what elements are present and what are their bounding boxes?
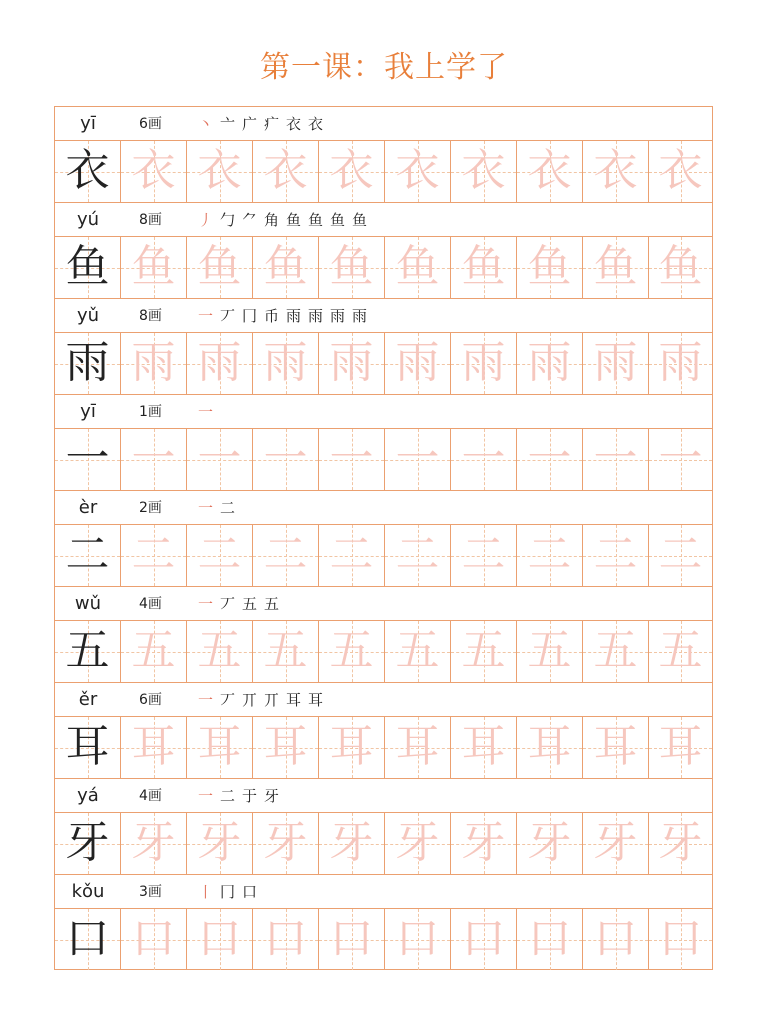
trace-character-cell <box>583 813 649 874</box>
trace-character-cell <box>649 909 712 970</box>
trace-character-cell <box>451 429 517 490</box>
trace-character-cell <box>451 813 517 874</box>
stroke-step: 一 <box>197 691 214 709</box>
stroke-order <box>195 587 283 621</box>
stroke-count: 2画 <box>139 500 162 516</box>
stroke-step: 鱼 <box>285 211 302 229</box>
trace-character-cell <box>319 717 385 778</box>
trace-character-cell <box>451 141 517 202</box>
practice-grid <box>55 909 712 971</box>
trace-character: 二 <box>329 529 374 580</box>
practice-grid <box>55 237 712 299</box>
trace-character-cell <box>253 621 319 682</box>
trace-character-cell <box>649 813 712 874</box>
practice-grid <box>55 141 712 203</box>
trace-character: 口 <box>527 913 572 964</box>
trace-character: 五 <box>131 625 176 676</box>
character-row <box>55 107 712 203</box>
stroke-step: 冂 <box>241 307 258 325</box>
practice-grid <box>55 813 712 875</box>
character-info <box>55 779 712 813</box>
trace-character-cell <box>517 909 583 970</box>
stroke-step: 二 <box>219 499 236 517</box>
trace-character: 鱼 <box>197 241 242 292</box>
stroke-order <box>195 107 327 141</box>
trace-character-cell <box>385 237 451 298</box>
trace-character-cell <box>319 621 385 682</box>
stroke-step: 雨 <box>285 307 302 325</box>
trace-character: 牙 <box>593 817 638 868</box>
trace-character: 五 <box>395 625 440 676</box>
trace-character: 鱼 <box>395 241 440 292</box>
trace-character: 衣 <box>197 145 242 196</box>
trace-character: 雨 <box>658 337 703 388</box>
trace-character-cell <box>187 717 253 778</box>
page-title: 第一课：我上学了 <box>260 50 508 85</box>
trace-character: 雨 <box>593 337 638 388</box>
practice-sheet <box>54 106 713 970</box>
stroke-order <box>195 683 327 717</box>
stroke-step: 一 <box>197 403 214 421</box>
stroke-order <box>195 779 283 813</box>
model-character: 鱼 <box>65 241 110 292</box>
stroke-step: 丆 <box>219 307 236 325</box>
stroke-step: 耳 <box>285 691 302 709</box>
trace-character: 一 <box>658 433 703 484</box>
trace-character: 二 <box>263 529 308 580</box>
trace-character-cell <box>253 429 319 490</box>
character-row <box>55 203 712 299</box>
trace-character-cell <box>319 237 385 298</box>
trace-character-cell <box>187 909 253 970</box>
trace-character: 一 <box>197 433 242 484</box>
character-row <box>55 587 712 683</box>
character-row <box>55 491 712 587</box>
trace-character-cell <box>649 621 712 682</box>
trace-character: 衣 <box>658 145 703 196</box>
trace-character-cell <box>385 429 451 490</box>
character-info <box>55 299 712 333</box>
trace-character: 口 <box>263 913 308 964</box>
pinyin-label: kǒu <box>71 881 105 902</box>
model-character-cell <box>55 813 121 874</box>
character-info <box>55 203 712 237</box>
trace-character: 二 <box>395 529 440 580</box>
stroke-count: 8画 <box>139 308 162 324</box>
stroke-order <box>195 491 239 525</box>
trace-character-cell <box>121 333 187 394</box>
character-info <box>55 683 712 717</box>
trace-character-cell <box>253 141 319 202</box>
stroke-step: 勹 <box>219 211 236 229</box>
pinyin-label: yú <box>76 209 100 230</box>
stroke-step: 口 <box>241 883 258 901</box>
trace-character-cell <box>583 717 649 778</box>
trace-character: 口 <box>329 913 374 964</box>
trace-character-cell <box>385 621 451 682</box>
trace-character-cell <box>187 141 253 202</box>
trace-character-cell <box>187 429 253 490</box>
trace-character: 鱼 <box>461 241 506 292</box>
trace-character: 耳 <box>658 721 703 772</box>
trace-character-cell <box>319 333 385 394</box>
character-info <box>55 491 712 525</box>
trace-character: 五 <box>329 625 374 676</box>
trace-character-cell <box>121 141 187 202</box>
trace-character-cell <box>451 909 517 970</box>
stroke-count: 4画 <box>139 788 162 804</box>
trace-character: 雨 <box>263 337 308 388</box>
stroke-step: 丆 <box>219 691 236 709</box>
stroke-step: 冂 <box>219 883 236 901</box>
trace-character: 鱼 <box>329 241 374 292</box>
trace-character-cell <box>517 429 583 490</box>
trace-character-cell <box>517 813 583 874</box>
trace-character: 衣 <box>329 145 374 196</box>
trace-character-cell <box>121 813 187 874</box>
model-character-cell <box>55 909 121 970</box>
trace-character: 鱼 <box>527 241 572 292</box>
trace-character-cell <box>253 237 319 298</box>
trace-character-cell <box>253 717 319 778</box>
stroke-step: 雨 <box>351 307 368 325</box>
trace-character: 耳 <box>527 721 572 772</box>
stroke-step: 雨 <box>329 307 346 325</box>
trace-character: 衣 <box>263 145 308 196</box>
stroke-count: 6画 <box>139 116 162 132</box>
practice-grid <box>55 717 712 779</box>
stroke-step: 鱼 <box>351 211 368 229</box>
character-row <box>55 779 712 875</box>
pinyin-label: yá <box>77 785 99 806</box>
trace-character-cell <box>187 525 253 586</box>
stroke-step: 一 <box>197 499 214 517</box>
trace-character: 一 <box>527 433 572 484</box>
trace-character-cell <box>517 237 583 298</box>
model-character: 耳 <box>65 721 110 772</box>
model-character: 衣 <box>65 145 110 196</box>
trace-character: 耳 <box>131 721 176 772</box>
model-character-cell <box>55 333 121 394</box>
character-row <box>55 299 712 395</box>
model-character: 牙 <box>65 817 110 868</box>
character-row <box>55 683 712 779</box>
trace-character: 二 <box>461 529 506 580</box>
trace-character: 牙 <box>131 817 176 868</box>
trace-character: 耳 <box>395 721 440 772</box>
trace-character: 五 <box>593 625 638 676</box>
trace-character: 耳 <box>197 721 242 772</box>
trace-character: 牙 <box>461 817 506 868</box>
stroke-step: 一 <box>197 787 214 805</box>
stroke-step: 亠 <box>219 115 236 133</box>
trace-character: 二 <box>131 529 176 580</box>
stroke-count: 8画 <box>139 212 162 228</box>
trace-character: 口 <box>395 913 440 964</box>
stroke-order <box>195 875 261 909</box>
trace-character: 口 <box>461 913 506 964</box>
trace-character: 二 <box>527 529 572 580</box>
trace-character: 五 <box>527 625 572 676</box>
trace-character: 一 <box>461 433 506 484</box>
trace-character-cell <box>583 237 649 298</box>
trace-character-cell <box>583 141 649 202</box>
trace-character: 衣 <box>395 145 440 196</box>
trace-character: 鱼 <box>131 241 176 292</box>
stroke-step: 衣 <box>307 115 324 133</box>
stroke-order <box>195 299 371 333</box>
trace-character-cell <box>253 909 319 970</box>
trace-character-cell <box>649 429 712 490</box>
stroke-step: 角 <box>263 211 280 229</box>
model-character-cell <box>55 141 121 202</box>
stroke-step: 丌 <box>241 691 258 709</box>
stroke-step: 五 <box>263 595 280 613</box>
trace-character: 二 <box>197 529 242 580</box>
trace-character: 牙 <box>658 817 703 868</box>
trace-character-cell <box>319 909 385 970</box>
trace-character-cell <box>385 525 451 586</box>
trace-character: 耳 <box>593 721 638 772</box>
model-character: 口 <box>65 913 110 964</box>
trace-character-cell <box>385 333 451 394</box>
pinyin-label: èr <box>78 497 98 518</box>
trace-character-cell <box>385 141 451 202</box>
practice-grid <box>55 333 712 395</box>
trace-character-cell <box>649 333 712 394</box>
trace-character-cell <box>253 333 319 394</box>
trace-character-cell <box>319 525 385 586</box>
trace-character-cell <box>583 621 649 682</box>
trace-character-cell <box>583 333 649 394</box>
trace-character-cell <box>385 717 451 778</box>
practice-grid <box>55 621 712 683</box>
trace-character: 一 <box>329 433 374 484</box>
stroke-step: 牙 <box>263 787 280 805</box>
trace-character: 二 <box>593 529 638 580</box>
trace-character-cell <box>187 621 253 682</box>
trace-character: 口 <box>593 913 638 964</box>
trace-character: 五 <box>658 625 703 676</box>
stroke-step: 衣 <box>285 115 302 133</box>
stroke-step: 鱼 <box>329 211 346 229</box>
model-character-cell <box>55 621 121 682</box>
trace-character-cell <box>121 717 187 778</box>
trace-character-cell <box>121 525 187 586</box>
trace-character: 耳 <box>263 721 308 772</box>
stroke-step: 丿 <box>197 211 214 229</box>
stroke-order <box>195 395 217 429</box>
model-character: 五 <box>65 625 110 676</box>
trace-character-cell <box>451 717 517 778</box>
practice-grid <box>55 429 712 491</box>
character-info <box>55 107 712 141</box>
trace-character: 鱼 <box>593 241 638 292</box>
trace-character-cell <box>517 333 583 394</box>
stroke-count: 1画 <box>139 404 162 420</box>
trace-character-cell <box>121 429 187 490</box>
trace-character-cell <box>583 909 649 970</box>
trace-character-cell <box>253 813 319 874</box>
trace-character-cell <box>253 525 319 586</box>
trace-character-cell <box>121 237 187 298</box>
stroke-step: 雨 <box>307 307 324 325</box>
trace-character: 一 <box>263 433 308 484</box>
stroke-step: 丆 <box>219 595 236 613</box>
stroke-step: 丨 <box>197 883 214 901</box>
trace-character: 五 <box>461 625 506 676</box>
trace-character: 牙 <box>197 817 242 868</box>
trace-character: 雨 <box>395 337 440 388</box>
trace-character: 衣 <box>461 145 506 196</box>
pinyin-label: yī <box>80 113 96 134</box>
trace-character-cell <box>187 237 253 298</box>
trace-character-cell <box>649 237 712 298</box>
trace-character: 雨 <box>131 337 176 388</box>
stroke-step: 一 <box>197 307 214 325</box>
stroke-step: 疒 <box>263 115 280 133</box>
trace-character-cell <box>187 333 253 394</box>
character-info <box>55 587 712 621</box>
trace-character: 牙 <box>263 817 308 868</box>
stroke-order <box>195 203 371 237</box>
stroke-step: 币 <box>263 307 280 325</box>
trace-character-cell <box>319 429 385 490</box>
practice-grid <box>55 525 712 587</box>
trace-character-cell <box>121 909 187 970</box>
model-character-cell <box>55 237 121 298</box>
stroke-count: 3画 <box>139 884 162 900</box>
character-info <box>55 875 712 909</box>
trace-character: 雨 <box>527 337 572 388</box>
stroke-step: 一 <box>197 595 214 613</box>
trace-character-cell <box>451 621 517 682</box>
stroke-step: 丌 <box>263 691 280 709</box>
model-character: 雨 <box>65 337 110 388</box>
trace-character: 牙 <box>395 817 440 868</box>
stroke-step: 丶 <box>197 115 214 133</box>
pinyin-label: ěr <box>78 689 98 710</box>
stroke-step: 耳 <box>307 691 324 709</box>
trace-character: 雨 <box>329 337 374 388</box>
stroke-step: 鱼 <box>307 211 324 229</box>
trace-character: 五 <box>197 625 242 676</box>
model-character: 二 <box>65 529 110 580</box>
trace-character-cell <box>649 141 712 202</box>
trace-character-cell <box>319 813 385 874</box>
trace-character: 口 <box>131 913 176 964</box>
pinyin-label: yǔ <box>76 305 100 326</box>
stroke-step: 五 <box>241 595 258 613</box>
trace-character-cell <box>121 621 187 682</box>
model-character-cell <box>55 717 121 778</box>
stroke-step: 广 <box>241 115 258 133</box>
trace-character: 口 <box>197 913 242 964</box>
trace-character-cell <box>583 429 649 490</box>
trace-character: 鱼 <box>658 241 703 292</box>
stroke-step: 于 <box>241 787 258 805</box>
trace-character-cell <box>451 525 517 586</box>
trace-character: 衣 <box>131 145 176 196</box>
trace-character-cell <box>649 525 712 586</box>
trace-character: 衣 <box>593 145 638 196</box>
trace-character: 五 <box>263 625 308 676</box>
model-character: 一 <box>65 433 110 484</box>
model-character-cell <box>55 429 121 490</box>
trace-character-cell <box>517 525 583 586</box>
trace-character-cell <box>517 141 583 202</box>
character-info <box>55 395 712 429</box>
stroke-step: ⺈ <box>241 211 258 229</box>
trace-character-cell <box>451 237 517 298</box>
trace-character-cell <box>517 621 583 682</box>
trace-character: 衣 <box>527 145 572 196</box>
trace-character: 一 <box>395 433 440 484</box>
trace-character: 耳 <box>461 721 506 772</box>
trace-character: 牙 <box>527 817 572 868</box>
pinyin-label: wǔ <box>74 593 102 614</box>
trace-character-cell <box>649 717 712 778</box>
trace-character-cell <box>583 525 649 586</box>
trace-character: 一 <box>593 433 638 484</box>
trace-character: 鱼 <box>263 241 308 292</box>
model-character-cell <box>55 525 121 586</box>
stroke-step: 二 <box>219 787 236 805</box>
trace-character: 牙 <box>329 817 374 868</box>
trace-character-cell <box>385 909 451 970</box>
pinyin-label: yī <box>80 401 96 422</box>
trace-character: 雨 <box>461 337 506 388</box>
trace-character: 口 <box>658 913 703 964</box>
trace-character-cell <box>385 813 451 874</box>
character-row <box>55 395 712 491</box>
trace-character: 耳 <box>329 721 374 772</box>
trace-character: 一 <box>131 433 176 484</box>
trace-character-cell <box>187 813 253 874</box>
character-row <box>55 875 712 971</box>
stroke-count: 4画 <box>139 596 162 612</box>
trace-character: 雨 <box>197 337 242 388</box>
trace-character-cell <box>517 717 583 778</box>
trace-character-cell <box>319 141 385 202</box>
trace-character-cell <box>451 333 517 394</box>
trace-character: 二 <box>658 529 703 580</box>
stroke-count: 6画 <box>139 692 162 708</box>
